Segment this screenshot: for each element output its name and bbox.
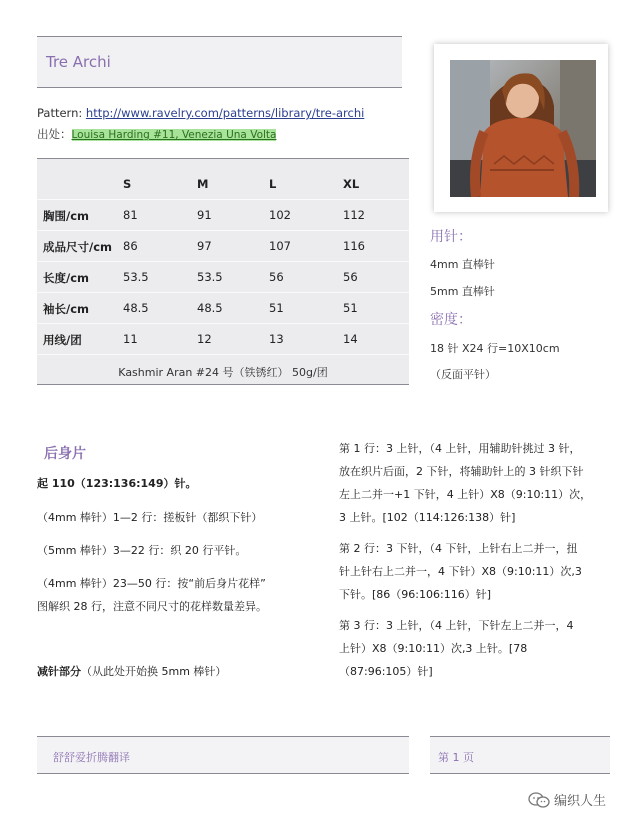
needle-item: 5mm 直棒针 [430,285,495,298]
step-text: （4mm 棒针）1—2 行：搓板针（都织下针） [37,511,263,524]
table-header-row [37,169,409,200]
page-number: 第 1 页 [438,751,474,764]
row1-line: 第 1 行：3 上针，（4 上针，用辅助针挑过 3 针， [339,442,581,455]
row3-line: （87:96:105）针] [339,665,433,678]
table-row [37,262,409,293]
row-label: 成品尺寸/cm [43,240,112,254]
row3-line: 上针）X8（9:10:11）次,3 上针。[78 [339,642,528,655]
row-label: 胸围/cm [43,209,89,223]
source-link[interactable]: Louisa Harding #11, Venezia Una Volta [71,129,277,141]
decrease-line [37,662,226,682]
pattern-link[interactable]: http://www.ravelry.com/patterns/library/tre-archi [85,106,365,120]
footer-left [37,736,409,774]
cell: 14 [343,332,358,346]
needle-item: 4mm 直棒针 [430,258,495,271]
cell: 11 [123,332,138,346]
row2-block [339,537,582,606]
pattern-label: Pattern: [37,106,86,120]
watermark-text: 编织人生 [554,794,607,809]
gauge-heading: 密度： [430,312,472,328]
cell: 56 [269,270,284,284]
yarn-row [37,352,409,382]
row1-block [339,437,591,529]
table-row [37,200,409,231]
row-label: 长度/cm [43,271,89,285]
cell: 48.5 [123,301,149,315]
footer-right [430,736,610,774]
cell: 56 [343,270,358,284]
decrease-note: （从此处开始换 5mm 棒针） [81,665,227,678]
row-label: 用线/团 [43,333,82,347]
cell: 116 [343,239,365,253]
section-title: 后身片 [44,446,86,462]
gauge-item: （反面平针） [430,368,496,381]
row-label: 袖长/cm [43,302,89,316]
cell: 112 [343,208,365,222]
needles-heading: 用针： [430,229,472,245]
cell: 53.5 [123,270,149,284]
cell: 107 [269,239,291,253]
header-l: L [269,177,277,191]
source-line [37,126,276,142]
cell: 13 [269,332,284,346]
row2-line: 下针。[86（96:106:116）针] [339,588,491,601]
header-xl: XL [343,177,360,191]
cell: 51 [269,301,284,315]
cell: 97 [197,239,212,253]
cast-on-text: 起 110（123:136:149）针。 [37,477,197,490]
cell: 86 [123,239,138,253]
yarn-text: Kashmir Aran #24 号（铁锈红） 50g/团 [118,366,328,379]
cell: 91 [197,208,212,222]
row3-line: 第 3 行：3 上针，（4 上针，下针左上二并一，4 [339,619,574,632]
cell: 53.5 [197,270,223,284]
step-text: （4mm 棒针）23—50 行：按“前后身片花样” [37,577,266,590]
step-text: 图解织 28 行，注意不同尺寸的花样数量差异。 [37,600,267,613]
row2-line: 第 2 行：3 下针，（4 下针，上针右上二并一，扭 [339,542,578,555]
step-text: （5mm 棒针）3—22 行：织 20 行平针。 [37,544,247,557]
size-table [37,158,409,385]
cell: 81 [123,208,138,222]
cell: 12 [197,332,212,346]
row1-line: 3 上针。[102（114:126:138）针] [339,511,516,524]
table-row [37,293,409,324]
source-label: 出处： [37,127,72,141]
watermark [528,790,606,809]
table-row [37,324,409,355]
row1-line: 放在织片后面，2 下针，将辅助针上的 3 针织下针 [339,465,584,478]
cell: 48.5 [197,301,223,315]
row2-line: 针上针右上二并一，4 下针）X8（9:10:11）次,3 [339,565,582,578]
cell: 102 [269,208,291,222]
sweater-photo [450,60,596,197]
photo-frame [434,44,608,212]
header-s: S [123,177,132,191]
wechat-icon [528,792,550,808]
header-m: M [197,177,209,191]
cell: 51 [343,301,358,315]
row3-block [339,614,573,683]
table-row [37,231,409,262]
page-title: Tre Archi [46,53,111,71]
gauge-item: 18 针 X24 行=10X10cm [430,342,560,355]
footer-translator: 舒舒爱折腾翻译 [53,751,130,764]
title-box [37,36,402,88]
row1-line: 左上二并一+1 下针，4 上针）X8（9:10:11）次， [339,488,592,501]
decrease-label: 减针部分 [37,665,81,678]
pattern-line [37,106,364,120]
